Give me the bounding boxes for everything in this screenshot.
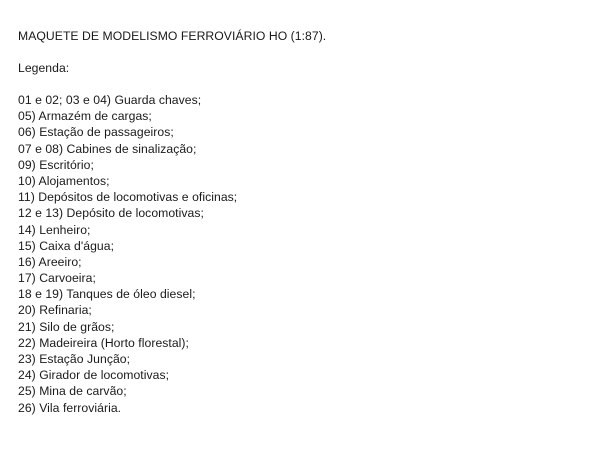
legend-item: 16) Areeiro; — [18, 254, 82, 269]
legend-item: 25) Mina de carvão; — [18, 384, 127, 399]
legend-item: 01 e 02; 03 e 04) Guarda chaves; — [18, 93, 202, 107]
legend-item: 15) Caixa d'água; — [18, 238, 114, 253]
legend-item: 24) Girador de locomotivas; — [18, 368, 170, 383]
legend-item: 11) Depósitos de locomotivas e oficinas; — [18, 190, 238, 205]
document-title: MAQUETE DE MODELISMO FERROVIÁRIO HO (1:87). — [18, 29, 327, 43]
legend-list — [18, 92, 588, 416]
legend-item: 07 e 08) Cabines de sinalização; — [18, 141, 197, 156]
legend-item: 21) Silo de grãos; — [18, 319, 115, 334]
legend-item: 20) Refinaria; — [18, 303, 92, 318]
legend-item: 05) Armazém de cargas; — [18, 109, 152, 124]
legend-item: 06) Estação de passageiros; — [18, 125, 174, 140]
document-page — [18, 28, 588, 416]
legend-item: 23) Estação Junção; — [18, 352, 131, 366]
legend-item: 09) Escritório; — [18, 157, 94, 172]
legend-item: 18 e 19) Tanques de óleo diesel; — [18, 287, 196, 302]
legend-item: 14) Lenheiro; — [18, 222, 91, 237]
legend-item: 22) Madeireira (Horto florestal); — [18, 335, 189, 350]
legend-heading: Legenda: — [18, 61, 70, 75]
legend-item: 12 e 13) Depósito de locomotivas; — [18, 206, 204, 221]
legend-item: 10) Alojamentos; — [18, 173, 110, 188]
legend-item: 17) Carvoeira; — [18, 271, 96, 286]
legend-item: 26) Vila ferroviária. — [18, 400, 122, 415]
